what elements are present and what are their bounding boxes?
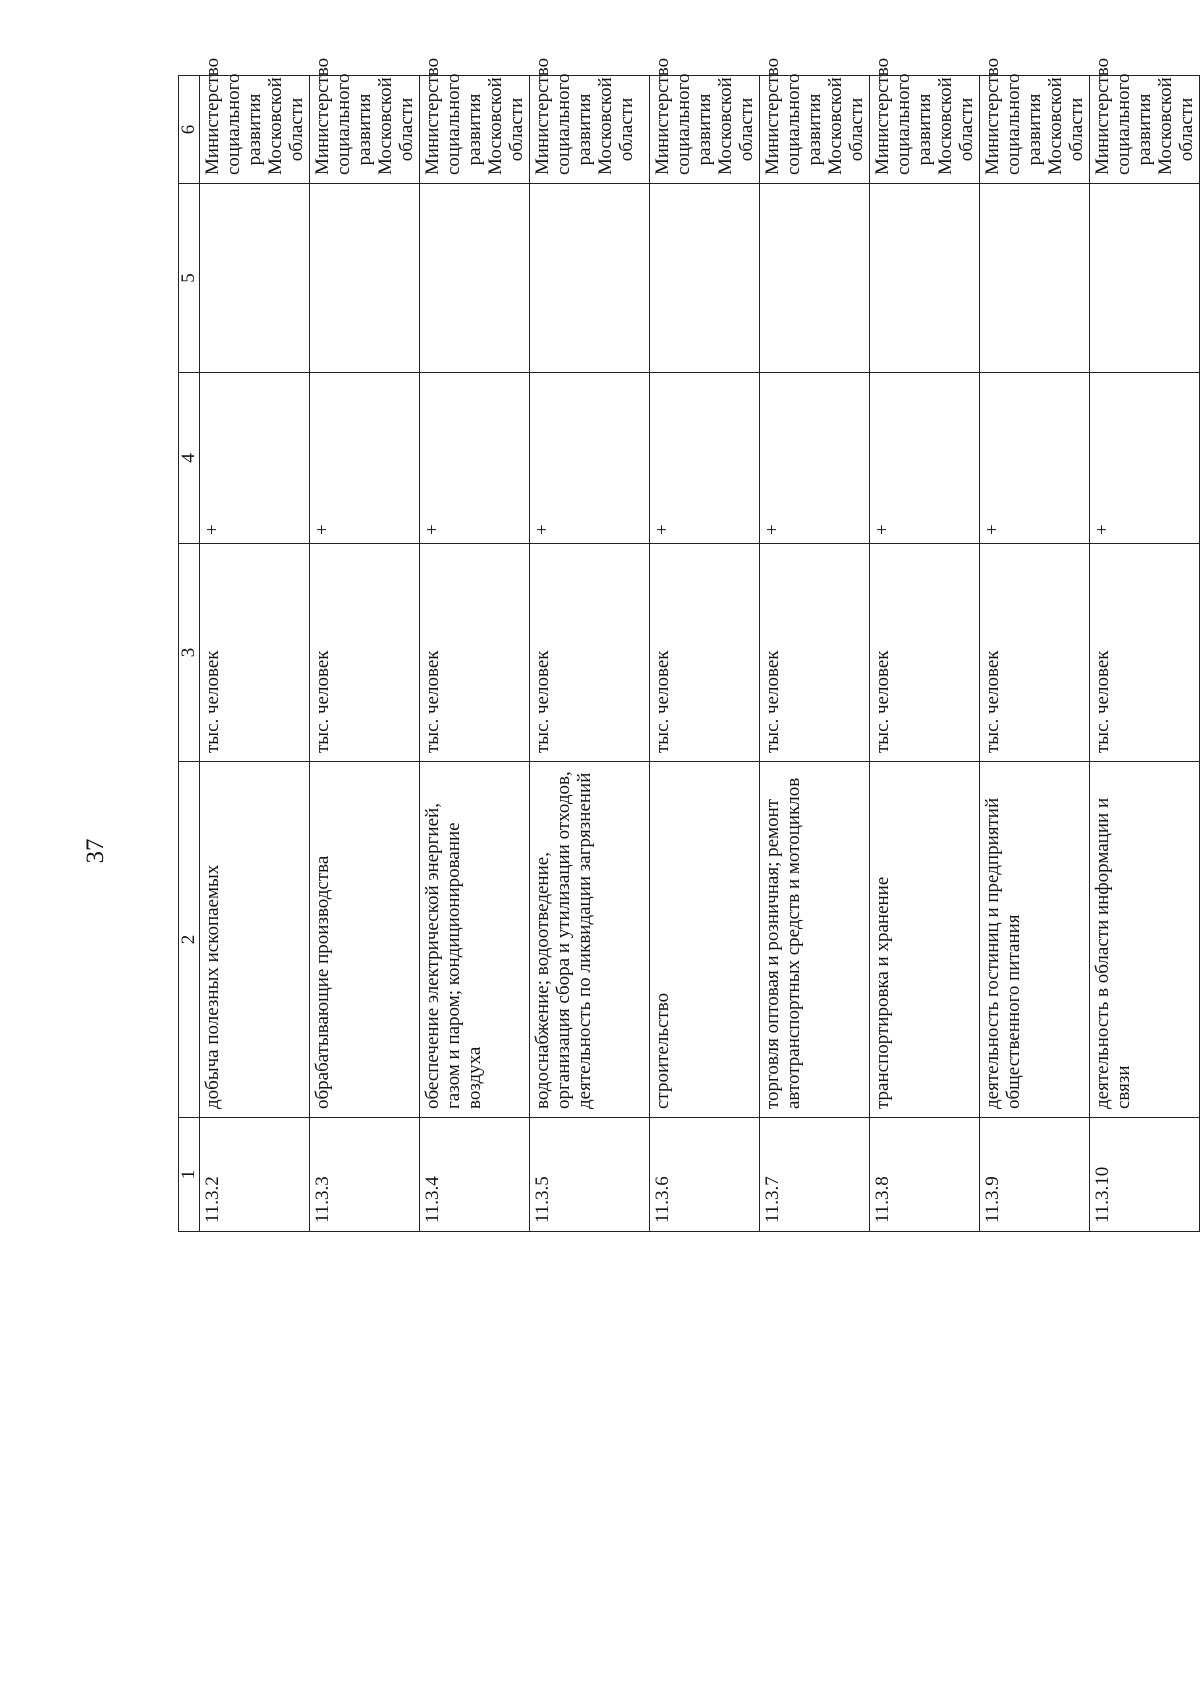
table-row: [870, 76, 980, 1232]
responsible-cell: [870, 57, 980, 184]
table-body: [200, 57, 1200, 1232]
empty-cell: [870, 184, 980, 373]
unit-cell: тыс. человек: [760, 544, 870, 762]
responsible-cell: [530, 57, 650, 184]
mark-cell: +: [870, 373, 980, 544]
row-number-cell: 11.3.6: [650, 1118, 760, 1232]
unit-cell: тыс. человек: [1090, 544, 1200, 762]
table-row: [1090, 76, 1200, 1232]
mark-cell: +: [200, 373, 310, 544]
responsible-cell: [650, 57, 760, 184]
responsible-cell: [980, 57, 1090, 184]
responsible-line: Московской области: [375, 77, 417, 175]
unit-cell: тыс. человек: [530, 544, 650, 762]
rotated-table-container: [178, 57, 1197, 1232]
mark-cell: +: [980, 373, 1090, 544]
unit-cell: тыс. человек: [200, 544, 310, 762]
unit-cell: тыс. человек: [650, 544, 760, 762]
indicator-cell: добыча полезных ископаемых: [200, 762, 310, 1118]
responsible-line: Московской области: [485, 77, 527, 175]
header-cell: 3: [179, 544, 200, 762]
responsible-line: Министерство социального: [872, 57, 914, 175]
responsible-line: Министерство социального: [652, 57, 694, 175]
header-cell: 5: [179, 184, 200, 373]
responsible-line: развития: [694, 93, 715, 166]
responsible-cell: [1090, 57, 1200, 184]
unit-cell: тыс. человек: [980, 544, 1090, 762]
unit-cell: тыс. человек: [870, 544, 980, 762]
responsible-line: развития: [1134, 93, 1155, 166]
responsible-line: развития: [244, 93, 265, 166]
header-cell: 6: [179, 76, 200, 184]
indicator-cell: строительство: [650, 762, 760, 1118]
mark-cell: +: [420, 373, 530, 544]
responsible-line: развития: [354, 93, 375, 166]
mark-cell: +: [650, 373, 760, 544]
responsible-line: Министерство социального: [422, 57, 464, 175]
empty-cell: [650, 184, 760, 373]
row-number-cell: 11.3.3: [310, 1118, 420, 1232]
mark-cell: +: [760, 373, 870, 544]
responsible-cell: [760, 57, 870, 184]
empty-cell: [760, 184, 870, 373]
row-number-cell: 11.3.5: [530, 1118, 650, 1232]
responsible-line: Московской области: [1155, 77, 1197, 175]
responsible-line: Московской области: [1045, 77, 1087, 175]
responsible-line: Московской области: [595, 77, 637, 175]
page-number: 37: [82, 838, 109, 864]
row-number-cell: 11.3.4: [420, 1118, 530, 1232]
responsible-cell: [310, 57, 420, 184]
indicator-cell: транспортировка и хранение: [870, 762, 980, 1118]
responsible-line: Московской области: [715, 77, 757, 175]
indicators-table: [178, 57, 1200, 1232]
responsible-line: Министерство социального: [532, 57, 574, 175]
empty-cell: [420, 184, 530, 373]
responsible-line: развития: [914, 93, 935, 166]
header-row: [179, 76, 200, 1232]
responsible-line: развития: [1024, 93, 1045, 166]
indicator-cell: обрабатывающие производства: [310, 762, 420, 1118]
row-number-cell: 11.3.7: [760, 1118, 870, 1232]
empty-cell: [530, 184, 650, 373]
row-number-cell: 11.3.10: [1090, 1118, 1200, 1232]
unit-cell: тыс. человек: [420, 544, 530, 762]
indicator-cell: деятельность в области информации и связи: [1090, 762, 1200, 1118]
table-row: [310, 76, 420, 1232]
mark-cell: +: [1090, 373, 1200, 544]
header-cell: 2: [179, 762, 200, 1118]
responsible-line: Министерство социального: [1092, 57, 1134, 175]
table-row: [420, 76, 530, 1232]
indicator-cell: водоснабжение; водоотведение, организация сбора и утилизации отходов, деятельность по ликвидации загрязнений: [530, 762, 650, 1118]
indicator-cell: обеспечение электрической энергией, газом и паром; кондиционирование воздуха: [420, 762, 530, 1118]
table-row: [980, 76, 1090, 1232]
responsible-cell: [420, 57, 530, 184]
empty-cell: [200, 184, 310, 373]
responsible-line: Московской области: [935, 77, 977, 175]
row-number-cell: 11.3.8: [870, 1118, 980, 1232]
responsible-line: Министерство социального: [982, 57, 1024, 175]
table-row: [200, 76, 310, 1232]
header-cell: 4: [179, 373, 200, 544]
empty-cell: [1090, 184, 1200, 373]
mark-cell: +: [530, 373, 650, 544]
row-number-cell: 11.3.2: [200, 1118, 310, 1232]
empty-cell: [980, 184, 1090, 373]
responsible-cell: [200, 57, 310, 184]
empty-cell: [310, 184, 420, 373]
table-row: [760, 76, 870, 1232]
indicator-cell: торговля оптовая и розничная; ремонт автотранспортных средств и мотоциклов: [760, 762, 870, 1118]
responsible-line: Московской области: [825, 77, 867, 175]
responsible-line: Министерство социального: [762, 57, 804, 175]
header-cell: 1: [179, 1118, 200, 1232]
mark-cell: +: [310, 373, 420, 544]
responsible-line: Московской области: [265, 77, 307, 175]
responsible-line: Министерство социального: [312, 57, 354, 175]
table-row: [530, 76, 650, 1232]
table-frame: [178, 57, 1197, 1232]
responsible-line: развития: [574, 93, 595, 166]
table-row: [650, 76, 760, 1232]
indicator-cell: деятельность гостиниц и предприятий общественного питания: [980, 762, 1090, 1118]
responsible-line: Министерство социального: [202, 57, 244, 175]
responsible-line: развития: [464, 93, 485, 166]
row-number-cell: 11.3.9: [980, 1118, 1090, 1232]
responsible-line: развития: [804, 93, 825, 166]
unit-cell: тыс. человек: [310, 544, 420, 762]
